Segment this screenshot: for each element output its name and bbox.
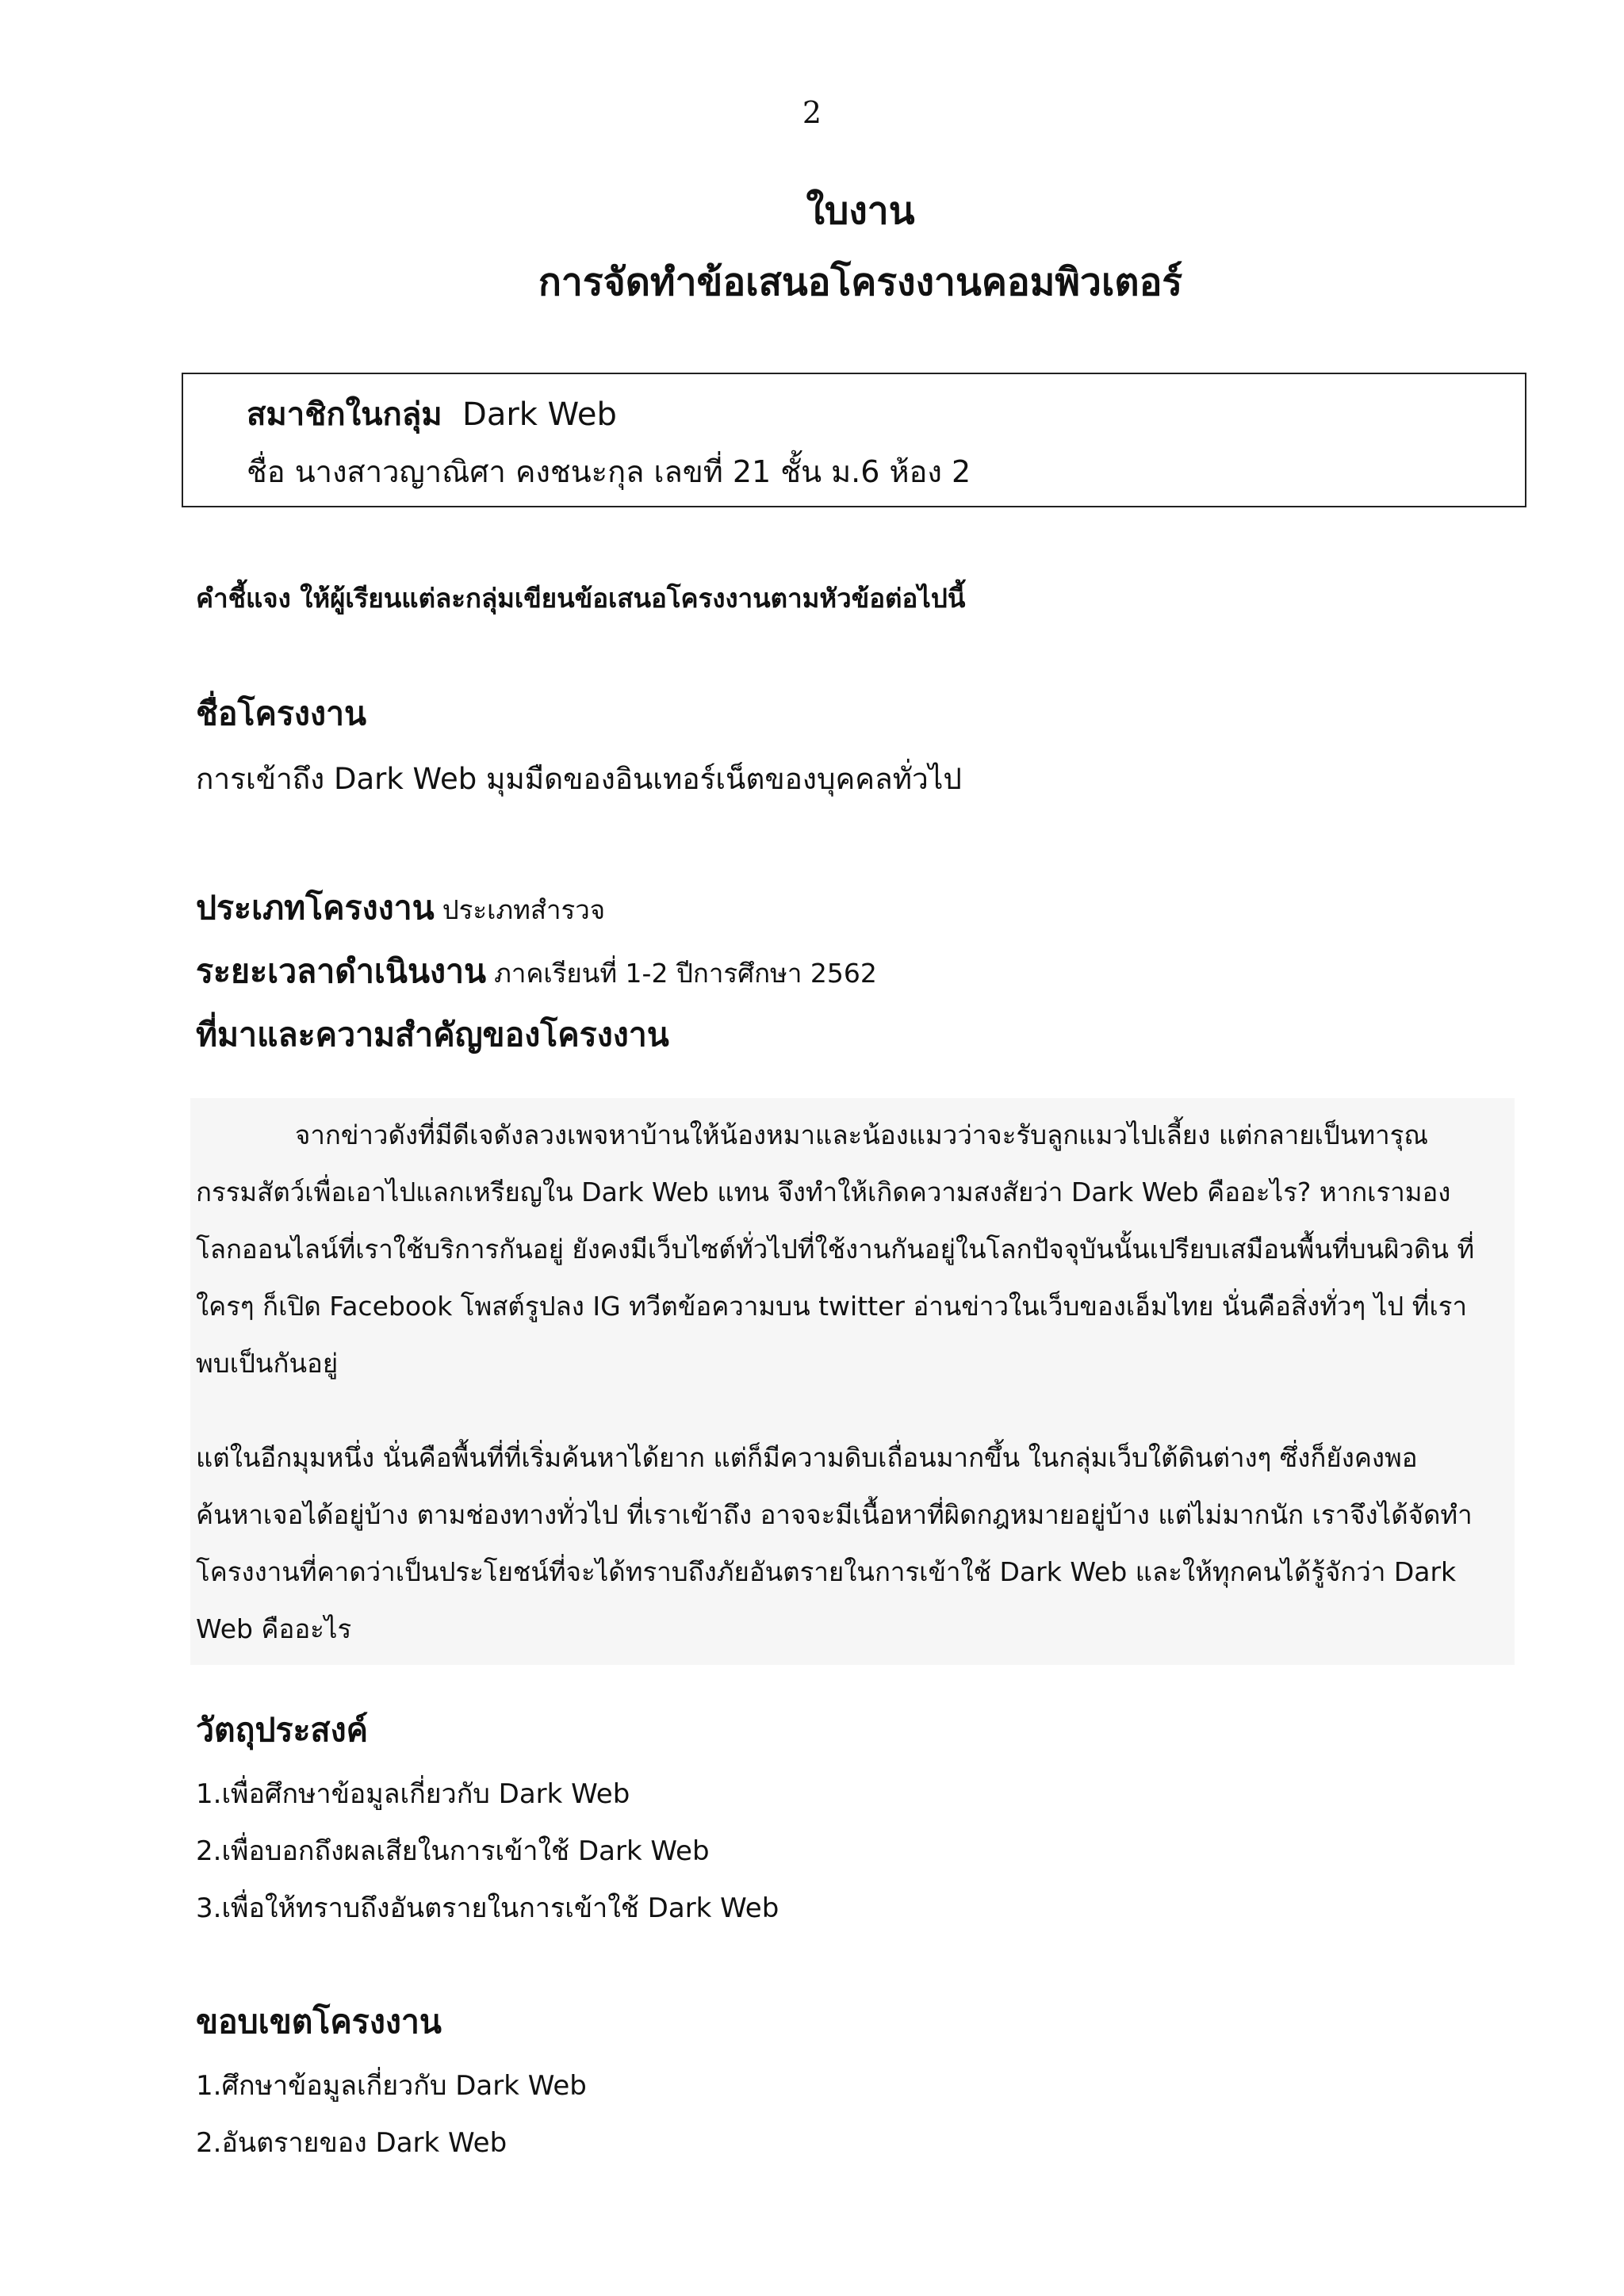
scope-heading: ขอบเขตโครงงาน (196, 2003, 442, 2041)
scope-item: 2.อันตรายของ Dark Web (196, 2127, 508, 2159)
background-paragraph-2 (196, 1429, 1473, 1658)
objectives-heading: วัตถุประสงค์ (196, 1711, 369, 1749)
project-name-value: การเข้าถึง Dark Web มุมมืดของอินเทอร์เน็ตของบุคคลทั่วไป (196, 762, 962, 796)
group-name: Dark Web (462, 396, 617, 433)
background-heading: ที่มาและความสำคัญของโครงงาน (196, 1016, 669, 1054)
paragraph-line: โลกออนไลน์ที่เราใช้บริการกันอยู่ ยังคงมีเว็บไซต์ทั่วไปที่ใช้งานกันอยู่ในโลกปัจจุบันนั้นเปรียบเสมือนพื้นที่บนผิวดิน ที่ (196, 1234, 1475, 1265)
paragraph-line: ใครๆ ก็เปิด Facebook โพสต์รูปลง IG ทวีตข้อความบน twitter อ่านข่าวในเว็บของเอ็มไทย นั่นคือสิ่งทั่วๆ ไป ที่เรา (196, 1291, 1468, 1322)
duration-value: ภาคเรียนที่ 1-2 ปีการศึกษา 2562 (494, 958, 877, 989)
paragraph-line: Web คืออะไร (196, 1613, 352, 1644)
paragraph-line: โครงงานที่คาดว่าเป็นประโยชน์ที่จะได้ทราบถึงภัยอันตรายในการเข้าใช้ Dark Web และให้ทุกคนได้รู้จักว่า Dark (196, 1556, 1457, 1587)
document-title: ใบงาน (806, 189, 915, 233)
group-label: สมาชิกในกลุ่ม (247, 396, 442, 433)
project-name-heading: ชื่อโครงงาน (196, 695, 367, 733)
paragraph-line: แต่ในอีกมุมหนึ่ง นั่นคือพื้นที่ที่เริ่มค้นหาได้ยาก แต่ก็มีความดิบเถื่อนมากขึ้น ในกลุ่มเว็บใต้ดินต่างๆ ซึ่งก็ยังคงพอ (196, 1442, 1418, 1473)
paragraph-line: จากข่าวดังที่มีดีเจดังลวงเพจหาบ้านให้น้องหมาและน้องแมวว่าจะรับลูกแมวไปเลี้ยง แต่กลายเป็นทารุณ (295, 1119, 1429, 1150)
project-type-label: ประเภทโครงงาน (196, 889, 435, 927)
project-type-value: ประเภทสำรวจ (442, 894, 606, 925)
member-line: ชื่อ นางสาวญาณิศา คงชนะกุล เลขที่ 21 ชั้น ม.6 ห้อง 2 (247, 454, 971, 489)
scope-item: 1.ศึกษาข้อมูลเกี่ยวกับ Dark Web (196, 2070, 587, 2102)
document-subtitle: การจัดทำข้อเสนอโครงงานคอมพิวเตอร์ (538, 260, 1183, 304)
paragraph-line: ค้นหาเจอได้อยู่บ้าง ตามช่องทางทั่วไป ที่เราเข้าถึง อาจจะมีเนื้อหาที่ผิดกฎหมายอยู่บ้าง แต่ไม่มากนัก เราจึงได้จัดทำ (196, 1499, 1473, 1530)
project-type-row (196, 882, 605, 934)
member-box (182, 373, 1526, 507)
objective-item: 3.เพื่อให้ทราบถึงอันตรายในการเข้าใช้ Dark Web (196, 1892, 779, 1924)
directive-text: คำชี้แจง ให้ผู้เรียนแต่ละกลุ่มเขียนข้อเสนอโครงงานตามหัวข้อต่อไปนี้ (196, 583, 966, 614)
group-line (247, 388, 617, 439)
page-number: 2 (802, 95, 822, 130)
objective-item: 2.เพื่อบอกถึงผลเสียในการเข้าใช้ Dark Web (196, 1835, 710, 1867)
duration-label: ระยะเวลาดำเนินงาน (196, 952, 487, 990)
duration-row (196, 946, 877, 997)
objective-item: 1.เพื่อศึกษาข้อมูลเกี่ยวกับ Dark Web (196, 1778, 630, 1810)
paragraph-line: พบเป็นกันอยู่ (196, 1348, 339, 1379)
paragraph-line: กรรมสัตว์เพื่อเอาไปแลกเหรียญใน Dark Web แทน จึงทำให้เกิดความสงสัยว่า Dark Web คืออะไร? หากเรามอง (196, 1177, 1451, 1207)
background-paragraph-1 (196, 1107, 1474, 1392)
